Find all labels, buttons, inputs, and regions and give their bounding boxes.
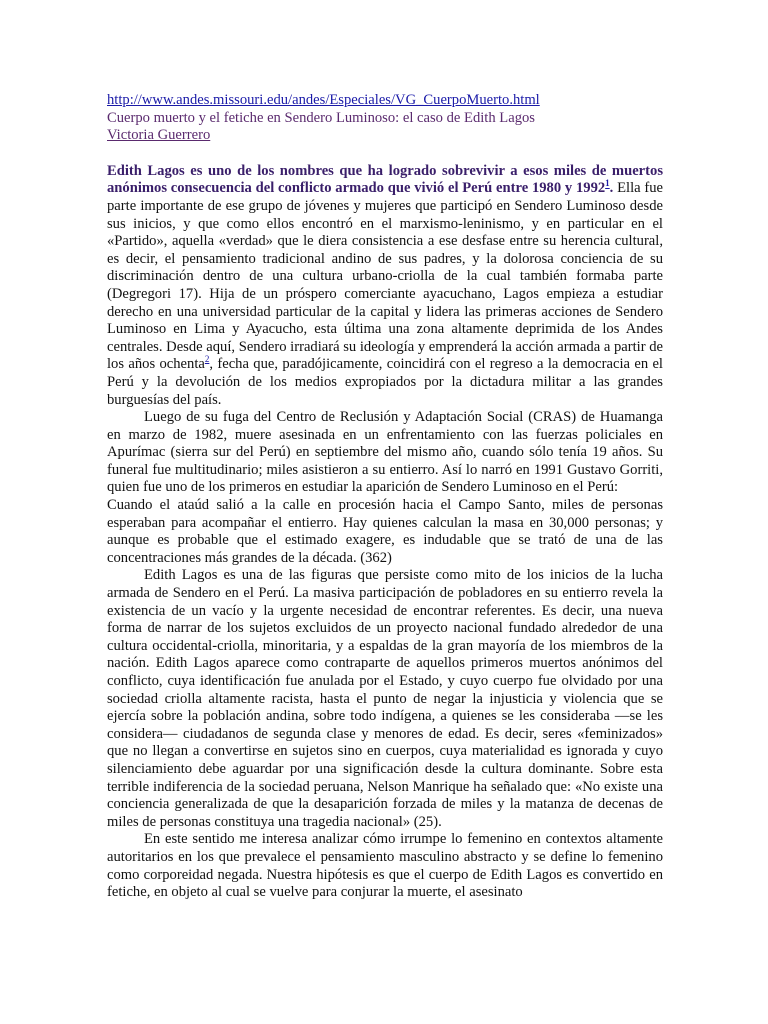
paragraph-2: Luego de su fuga del Centro de Reclusión y Adaptación Social (CRAS) de Huamanga en marzo de 1982, muere asesinada en un enfrentamiento con las fuerzas policiales en Apurímac (sierra sur del Perú) en septiembre del mismo año, cuando sólo tenía 19 años. Su funeral fue multitudinario; miles asistieron a su entierro. Así lo narró en 1991 Gustavo Gorriti, quien fue uno de los primeros en estudiar la aparición de Sendero Luminoso en el Perú: [107,409,663,496]
footnote-2-link[interactable]: 2 [204,354,210,365]
source-url-link[interactable]: http://www.andes.missouri.edu/andes/Especiales/VG_CuerpoMuerto.html [107,92,540,108]
lead-sentence: Edith Lagos es uno de los nombres que ha logrado sobrevivir a esos miles de muertos anónimos consecuencia del conflicto armado que vivió el Perú entre 1980 y 1992 [107,162,663,197]
document-page [107,92,663,902]
article-title: Cuerpo muerto y el fetiche en Sendero Luminoso: el caso de Edith Lagos [107,109,535,126]
footnote-1-link[interactable]: 1 [605,178,610,189]
paragraph-1-text-a: Ella fue parte importante de ese grupo de jóvenes y mujeres que participó en Sendero Luminoso desde sus inicios, y que como ellos encontró en el marxismo-leninismo, y en particular en el «Partido», aquella «verdad» que le diera consistencia a ese desfase entre su herencia cultural, es decir, el pensamiento tradicional andino de sus padres, y la dolorosa conciencia de su discriminación dentro de una cultura urbano-criolla de la cual también formaba parte (Degregori 17). Hija de un próspero comerciante ayacuchano, Lagos empieza a estudiar derecho en una universidad particular de la capital y lidera las primeras acciones de Sendero Luminoso en Lima y Ayacucho, esta última una zona altamente deprimida de los Andes centrales. Desde aquí, Sendero irradiará su ideología y emprenderá la acción armada a partir de los años ochenta [107,180,664,373]
spacer [107,145,663,163]
paragraph-1-text-b: , fecha que, paradójicamente, coincidirá con el regreso a la democracia en el Perú y la devolución de los medios expropiados por la dictadura militar a las grandes burguesías del país. [107,356,663,408]
lead-period: . [609,180,614,197]
paragraph-4: En este sentido me interesa analizar cómo irrumpe lo femenino en contextos altamente autoritarios en los que prevalece el pensamiento masculino abstracto y se define lo femenino como corporeidad negada. Nuestra hipótesis es que el cuerpo de Edith Lagos es convertido en fetiche, en objeto al cual se vuelve para conjurar la muerte, el asesinato [107,831,663,901]
paragraph-1 [107,163,663,409]
paragraph-3: Edith Lagos es una de las figuras que persiste como mito de los inicios de la lucha armada de Sendero en el Perú. La masiva participación de pobladores en su entierro revela la existencia de un vacío y la urgente necesidad de encontrar referentes. Es decir, una nueva forma de narrar de los sujetos excluidos de un proyecto nacional fundado alrededor de una cultura occidental-criolla, minoritaria, y a espaldas de la gran mayoría de los miembros de la nación. Edith Lagos aparece como contraparte de aquellos primeros muertos anónimos del conflicto, cuya identificación fue anulada por el Estado, y cuyo cuerpo fue olvidado por una sociedad criolla altamente racista, hasta el punto de negar la injusticia y violencia que se ejercía sobre la población andina, sobre todo indígena, a quienes se les consideraba —se les considera— ciudadanos de segunda clase y menores de edad. Es decir, seres «feminizados» que no llegan a convertirse en sujetos sino en cuerpos, cuya materialidad es ignorada y cuyo silenciamiento debe aguardar por una significación desde la cultura dominante. Sobre esta terrible indiferencia de la sociedad peruana, Nelson Manrique ha señalado que: «No existe una conciencia generalizada de que la desaparición forzada de miles y la matanza de decenas de miles de personas constituya una tragedia nacional» (25). [107,567,663,830]
block-quote: Cuando el ataúd salió a la calle en procesión hacia el Campo Santo, miles de personas esperaban para acompañar el entierro. Hay quienes calculan la masa en 30,000 personas; y aunque es probable que el estimado exagere, es indudable que se trató de una de las concentraciones más grandes de la década. (362) [107,497,663,566]
author-name: Victoria Guerrero [107,127,211,144]
